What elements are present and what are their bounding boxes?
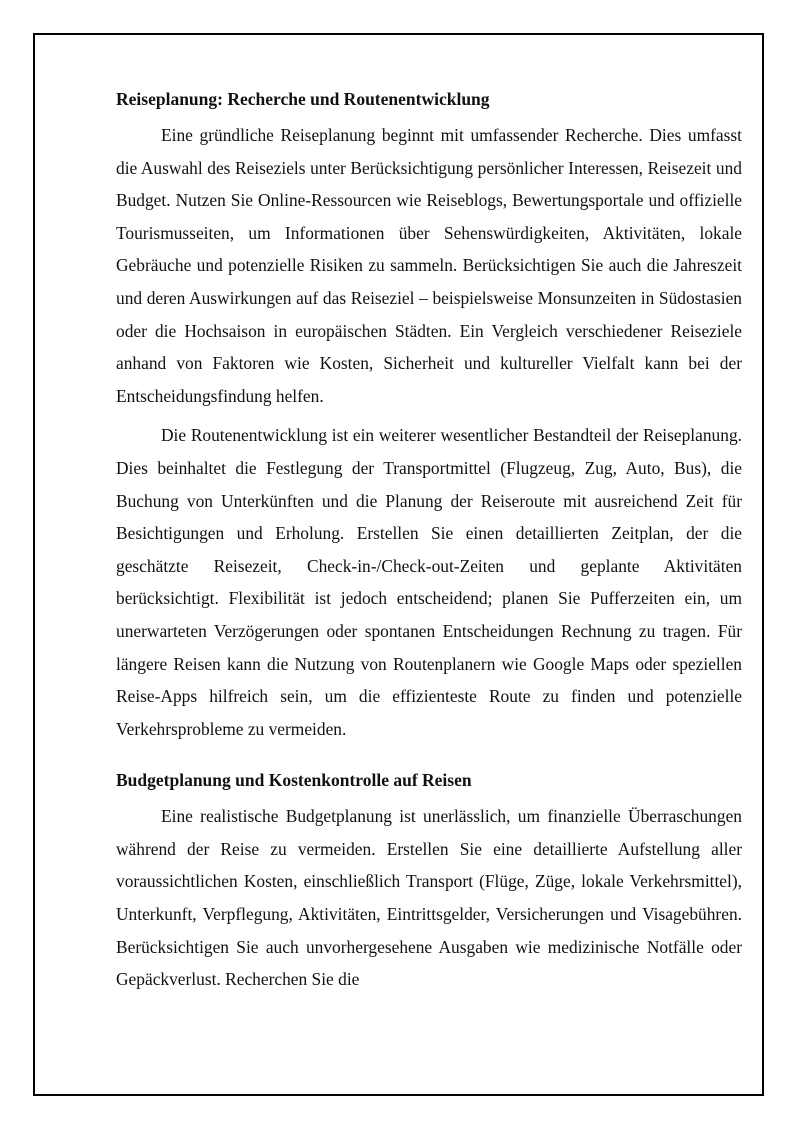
paragraph-budgetplanung: Eine realistische Budgetplanung ist unerlässlich, um finanzielle Überraschungen während der Reise zu vermeiden. Erstellen Sie eine detaillierte Aufstellung aller voraussichtlichen Kosten, einschließlich Transport (Flüge, Züge, lokale Verkehrsmittel), Unterkunft, Verpflegung, Aktivitäten, Eintrittsgelder, Versicherungen und Visagebühren. Berücksichtigen Sie auch unvorhergesehene Ausgaben wie medizinische Notfälle oder Gepäckverlust. Recherchen Sie die [116,806,742,990]
section-heading-reiseplanung: Reiseplanung: Recherche und Routenentwicklung [116,89,490,109]
section-heading-budgetplanung: Budgetplanung und Kostenkontrolle auf Reisen [116,770,472,791]
paragraph-routenentwicklung: Die Routenentwicklung ist ein weiterer wesentlicher Bestandteil der Reiseplanung. Dies beinhaltet die Festlegung der Transportmittel (Flugzeug, Zug, Auto, Bus), die Buchung von Unterkünften und die Planung der Reiseroute mit ausreichend Zeit für Besichtigungen und Erholung. Erstellen Sie einen detaillierten Zeitplan, der die geschätzte Reisezeit, Check-in-/Check-out-Zeiten und geplante Aktivitäten berücksichtigt. Flexibilität ist jedoch entscheidend; planen Sie Pufferzeiten ein, um unerwarteten Verzögerungen oder spontanen Entscheidungen Rechnung zu tragen. Für längere Reisen kann die Nutzung von Routenplanern wie Google Maps oder speziellen Reise-Apps hilfreich sein, um die effizienteste Route zu finden und potenzielle Verkehrsprobleme zu vermeiden. [116,425,742,739]
paragraph-recherche: Eine gründliche Reiseplanung beginnt mit umfassender Recherche. Dies umfasst die Auswahl des Reiseziels unter Berücksichtigung persönlicher Interessen, Reisezeit und Budget. Nutzen Sie Online-Ressourcen wie Reiseblogs, Bewertungsportale und offizielle Tourismusseiten, um Informationen über Sehenswürdigkeiten, Aktivitäten, lokale Gebräuche und potenzielle Risiken zu sammeln. Berücksichtigen Sie auch die Jahreszeit und deren Auswirkungen auf das Reiseziel – beispielsweise Monsunzeiten in Südostasien oder die Hochsaison in europäischen Städten. Ein Vergleich verschiedener Reiseziele anhand von Faktoren wie Kosten, Sicherheit und kultureller Vielfalt kann bei der Entscheidungsfindung helfen. [116,125,742,406]
document-body [116,86,742,1066]
